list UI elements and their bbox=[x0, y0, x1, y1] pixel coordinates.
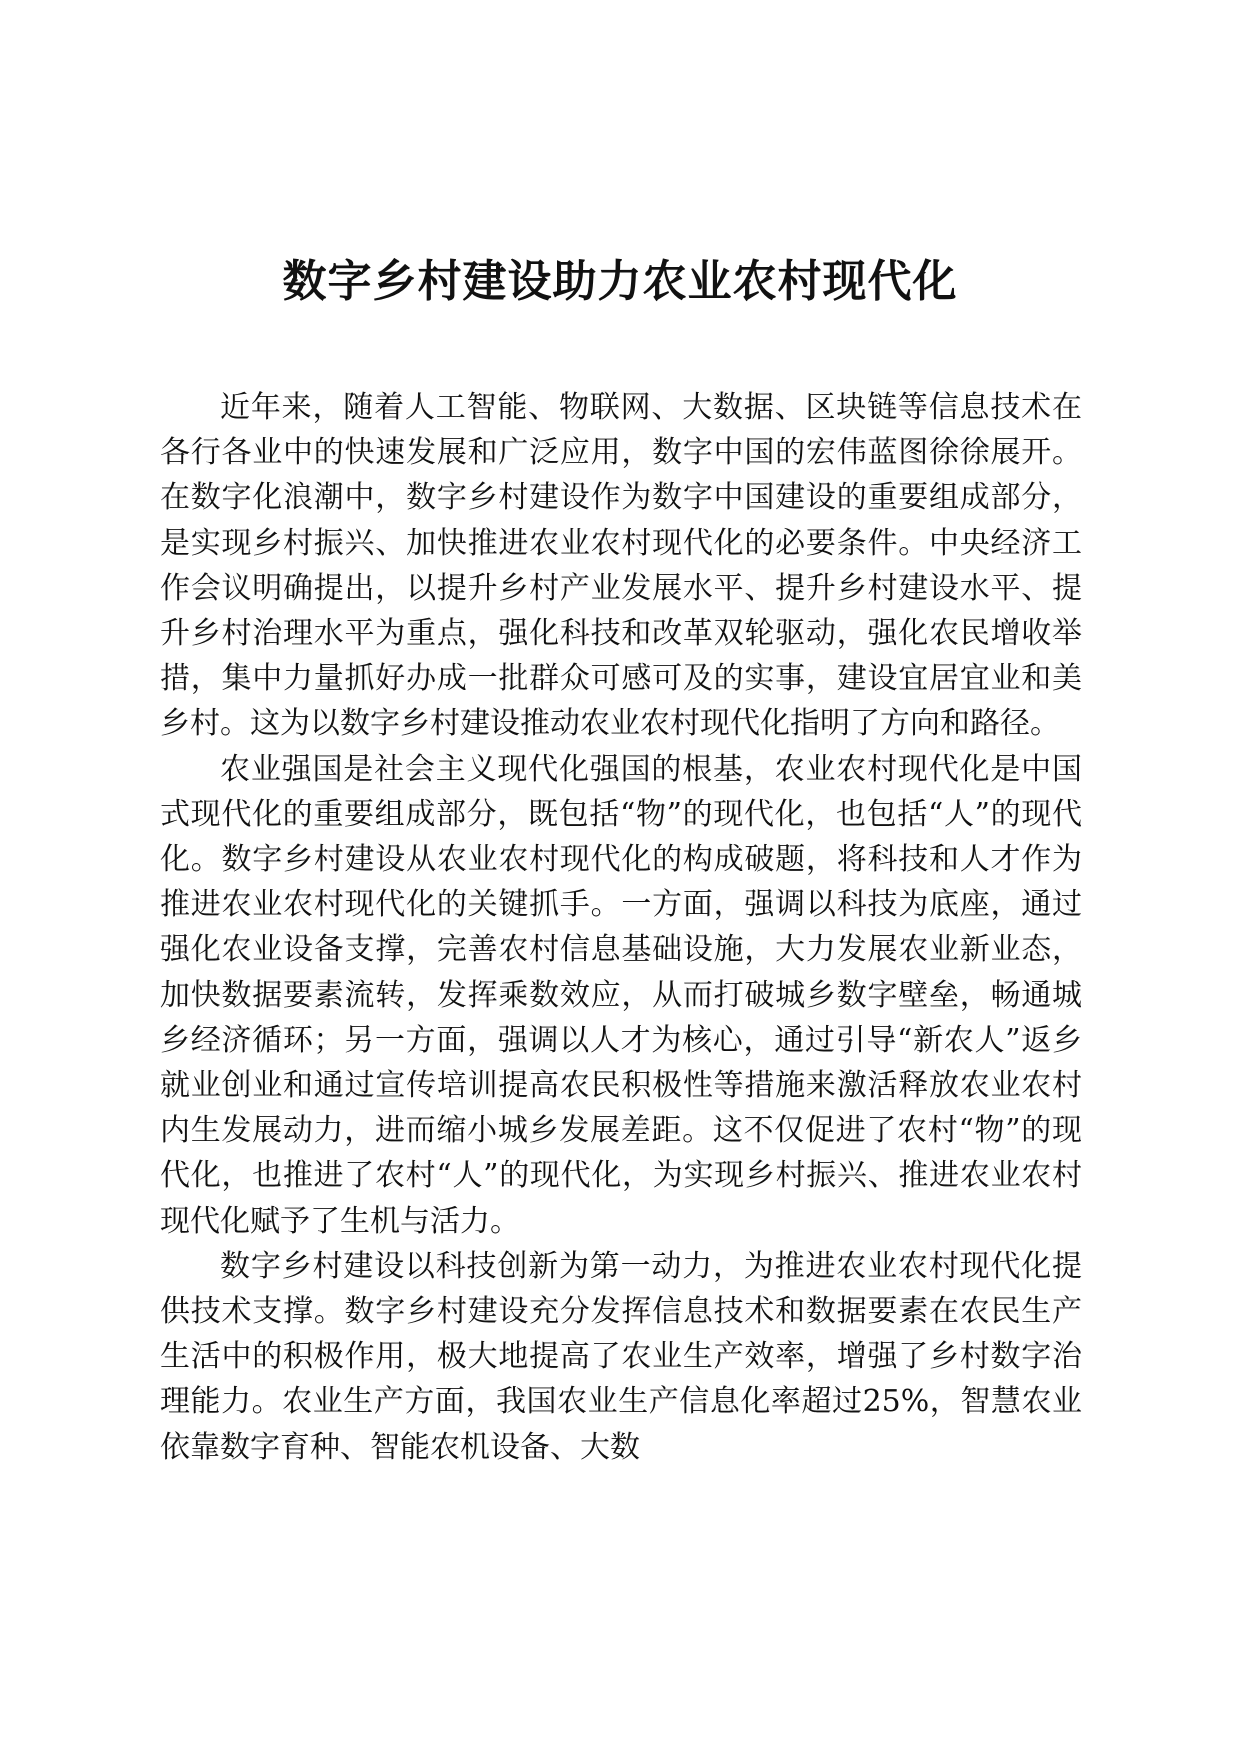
paragraph-1: 近年来，随着人工智能、物联网、大数据、区块链等信息技术在各行各业中的快速发展和广泛应用，数字中国的宏伟蓝图徐徐展开。在数字化浪潮中，数字乡村建设作为数字中国建设的重要组成部分，是实现乡村振兴、加快推进农业农村现代化的必要条件。中央经济工作会议明确提出，以提升乡村产业发展水平、提升乡村建设水平、提升乡村治理水平为重点，强化科技和改革双轮驱动，强化农民增收举措，集中力量抓好办成一批群众可感可及的实事，建设宜居宜业和美乡村。这为以数字乡村建设推动农业农村现代化指明了方向和路径。 bbox=[160, 390, 1082, 742]
paragraph-2: 农业强国是社会主义现代化强国的根基，农业农村现代化是中国式现代化的重要组成部分，既包括“物”的现代化，也包括“人”的现代化。数字乡村建设从农业农村现代化的构成破题，将科技和人才作为推进农业农村现代化的关键抓手。一方面，强调以科技为底座，通过强化农业设备支撑，完善农村信息基础设施，大力发展农业新业态，加快数据要素流转，发挥乘数效应，从而打破城乡数字壁垒，畅通城乡经济循环；另一方面，强调以人才为核心，通过引导“新农人”返乡就业创业和通过宣传培训提高农民积极性等措施来激活释放农业农村内生发展动力，进而缩小城乡发展差距。这不仅促进了农村“物”的现代化，也推进了农村“人”的现代化，为实现乡村振兴、推进农业农村现代化赋予了生机与活力。 bbox=[160, 751, 1082, 1239]
document-title: 数字乡村建设助力农业农村现代化 bbox=[282, 256, 958, 307]
document-body bbox=[160, 385, 1082, 1470]
paragraph-3: 数字乡村建设以科技创新为第一动力，为推进农业农村现代化提供技术支撑。数字乡村建设充分发挥信息技术和数据要素在农民生产生活中的积极作用，极大地提高了农业生产效率，增强了乡村数字治理能力。农业生产方面，我国农业生产信息化率超过25%，智慧农业依靠数字育种、智能农机设备、大数 bbox=[160, 1248, 1082, 1465]
